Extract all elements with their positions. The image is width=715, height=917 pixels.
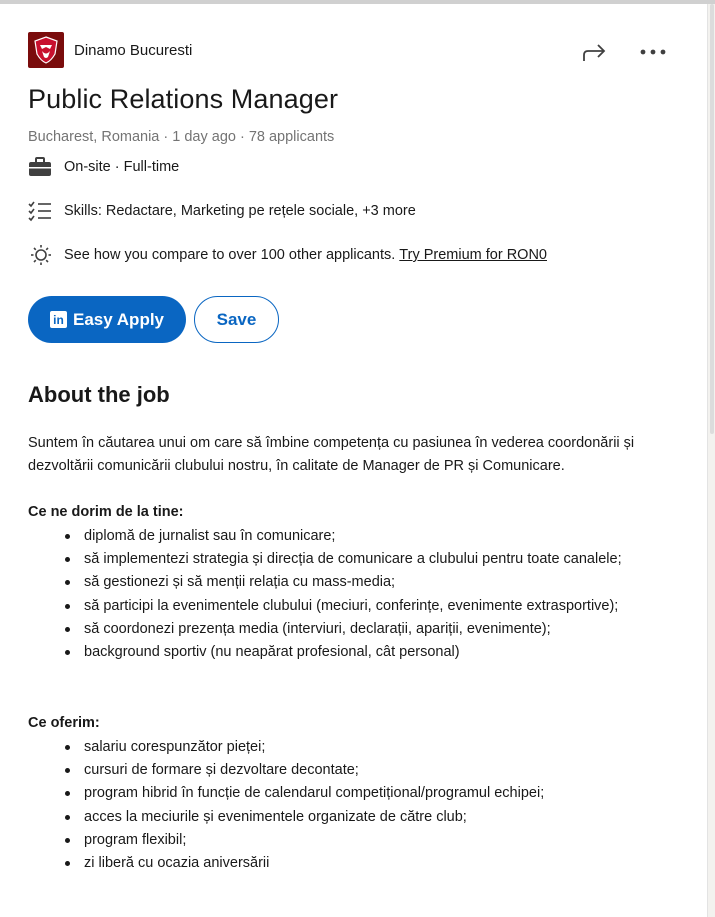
list-item: salariu corespunzător pieței; [62,736,692,759]
list-item: program flexibil; [62,829,692,852]
list-item: să participi la evenimentele clubului (meciuri, conferințe, evenimente extrasportive); [62,595,692,618]
scrollbar-thumb[interactable] [710,4,714,434]
workplace-text: On-site · Full-time [64,159,180,175]
checklist-icon [28,200,54,222]
job-title: Public Relations Manager [28,84,339,114]
offers-title: Ce oferim: [28,715,100,731]
workplace-row [28,156,179,178]
list-item: diplomă de jurnalist sau în comunicare; [62,525,692,548]
list-item: program hibrid în funcție de calendarul competițional/programul echipei; [62,782,692,805]
offers-list [62,736,692,875]
list-item: să implementezi strategia și direcția de comunicare a clubului pentru toate canalele; [62,548,692,571]
easy-apply-label: Easy Apply [72,309,165,329]
requirements-list [62,525,692,664]
skills-row[interactable] [28,200,416,222]
list-item: să gestionezi și să menții relația cu mass-media; [62,571,692,594]
job-details-card [0,4,708,917]
list-item: să coordonezi prezența media (interviuri, declarații, apariții, evenimente); [62,618,692,641]
compare-text: See how you compare to over 100 other applicants. [64,247,396,263]
about-intro: Suntem în căutarea unui om care să îmbine competența cu pasiunea în vederea coordonării și dezvoltării comunicării clubului nostru, în calitate de Manager de PR și Comunicare. [28,435,635,474]
list-item: zi liberă cu ocazia aniversării [62,852,692,875]
list-item: background sportiv (nu neapărat profesional, cât personal) [62,641,692,664]
job-meta: Bucharest, Romania · 1 day ago · 78 applicants [28,129,335,145]
save-button[interactable]: Save [194,296,279,343]
lightbulb-icon [28,244,54,266]
more-dots-icon[interactable] [639,40,667,64]
premium-row [28,244,547,266]
list-item: acces la meciurile și evenimentele organizate de către club; [62,806,692,829]
list-item: cursuri de formare și dezvoltare decontate; [62,759,692,782]
company-logo[interactable] [28,32,64,68]
premium-link[interactable]: Try Premium for RON0 [399,247,547,263]
company-header[interactable] [28,32,192,68]
linkedin-icon: in [50,311,67,328]
briefcase-icon [28,156,54,178]
requirements-title: Ce ne dorim de la tine: [28,504,184,520]
easy-apply-button[interactable] [28,296,186,343]
company-name[interactable]: Dinamo Bucuresti [74,41,193,59]
share-arrow-icon[interactable] [581,40,609,64]
skills-text[interactable]: Skills: Redactare, Marketing pe rețele sociale, +3 more [64,203,416,219]
about-title: About the job [28,382,170,407]
dinamo-crest-icon [33,36,59,64]
